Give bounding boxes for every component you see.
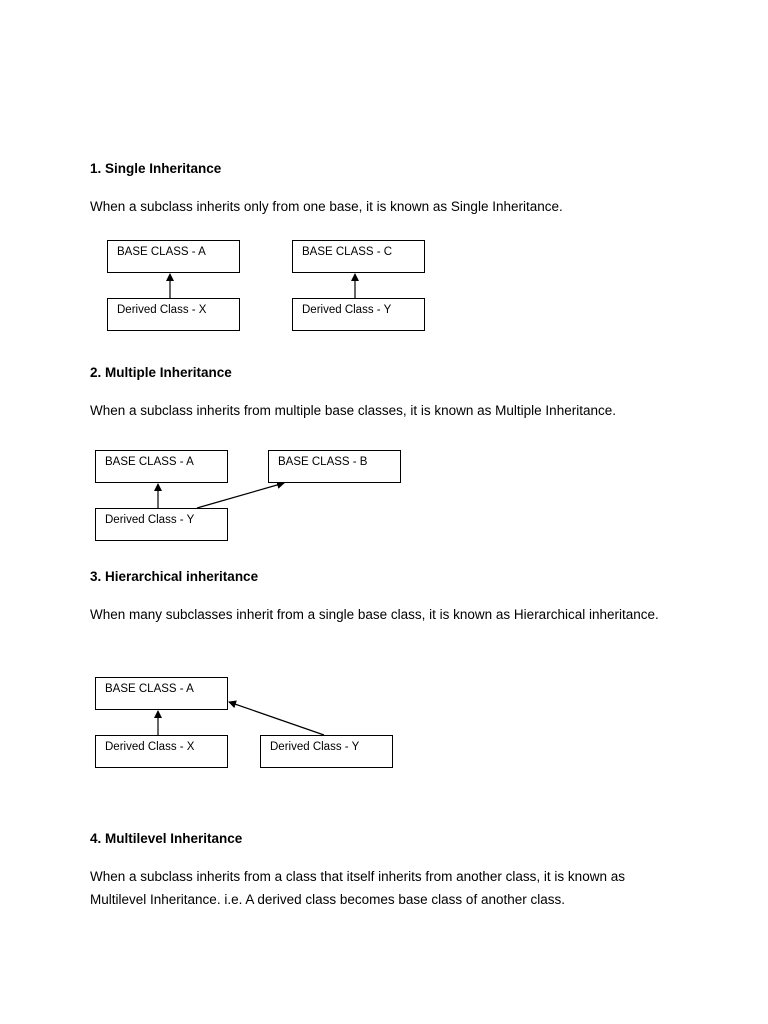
- section-text-single: When a subclass inherits only from one base, it is known as Single Inheritance.: [90, 199, 563, 214]
- section-heading-hierarchical: 3. Hierarchical inheritance: [90, 569, 259, 584]
- section-text-hierarchical: When many subclasses inherit from a single base class, it is known as Hierarchical inheritance.: [90, 607, 659, 622]
- section-text-multiple: When a subclass inherits from multiple base classes, it is known as Multiple Inheritance.: [90, 403, 616, 418]
- section-text-multilevel: When a subclass inherits from a class that itself inherits from another class, it is known as Multilevel Inheritance. i.e. A derived class becomes base class of another class.: [90, 869, 625, 907]
- box-base-class-b: BASE CLASS - B: [268, 450, 401, 483]
- box-derived-class-y: Derived Class - Y: [260, 735, 393, 768]
- box-base-class-a: BASE CLASS - A: [95, 450, 228, 483]
- box-base-class-a: BASE CLASS - A: [95, 677, 228, 710]
- arrow-y-to-a-hier: [229, 702, 324, 735]
- arrow-y-to-b: [197, 483, 284, 508]
- section-heading-multiple: 2. Multiple Inheritance: [90, 365, 232, 380]
- section-heading-single: 1. Single Inheritance: [90, 161, 222, 176]
- box-base-class-c: BASE CLASS - C: [292, 240, 425, 273]
- box-derived-class-x: Derived Class - X: [107, 298, 240, 331]
- box-base-class-a: BASE CLASS - A: [107, 240, 240, 273]
- box-derived-class-y: Derived Class - Y: [292, 298, 425, 331]
- box-derived-class-y: Derived Class - Y: [95, 508, 228, 541]
- box-derived-class-x: Derived Class - X: [95, 735, 228, 768]
- section-heading-multilevel: 4. Multilevel Inheritance: [90, 831, 243, 846]
